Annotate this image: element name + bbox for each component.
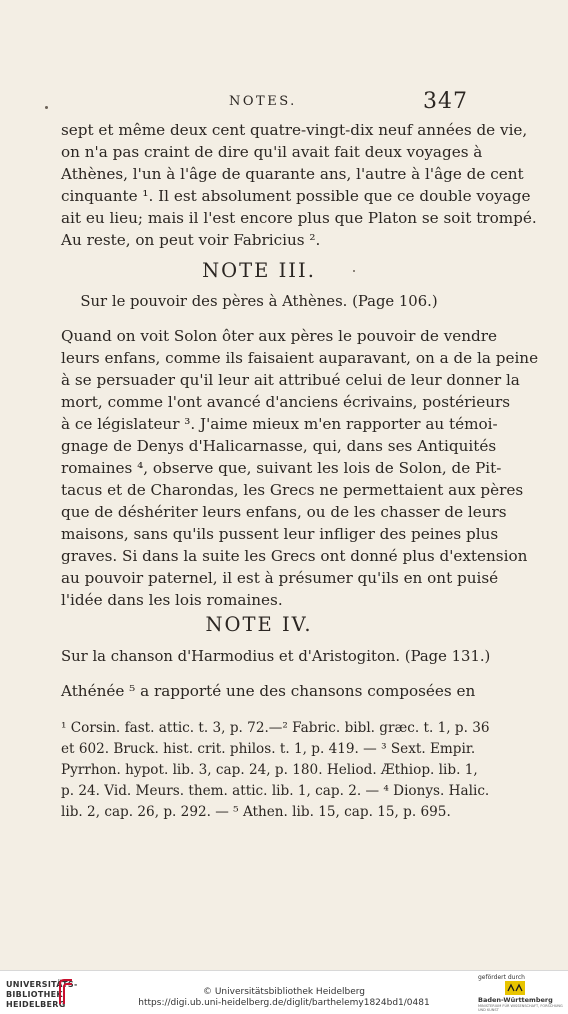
text-line: cinquante ¹. Il est absolument possible que ce double voyage: [61, 187, 531, 205]
text-line: à se persuader qu'il leur ait attribué celui de leur donner la: [61, 371, 520, 389]
baden-wuerttemberg-logo-icon: [505, 981, 525, 995]
text-line: mort, comme l'ont avancé d'anciens écrivains, postérieurs: [61, 393, 511, 411]
text-line: gnage de Denys d'Halicarnasse, qui, dans ses Antiquités: [61, 437, 497, 455]
copyright-notice: © Universitätsbibliothek Heidelberg: [202, 987, 365, 997]
text-line: l'idée dans les lois romaines.: [61, 591, 283, 609]
text-line: tacus et de Charondas, les Grecs ne permettaient aux pères: [61, 481, 524, 499]
text-line: ait eu lieu; mais il l'est encore plus que Platon se soit trompé.: [61, 209, 537, 227]
footnote-line: ¹ Corsin. fast. attic. t. 3, p. 72.—² Fabric. bibl. græc. t. 1, p. 36: [61, 720, 490, 736]
funder-name: Baden-Württemberg: [478, 996, 553, 1004]
text-line: Athènes, l'un à l'âge de quarante ans, l'autre à l'âge de cent: [61, 165, 524, 183]
page-number: 347: [423, 89, 468, 114]
library-name-line: BIBLIOTHEK: [6, 990, 63, 999]
text-line: Athénée ⁵ a rapporté une des chansons composées en: [61, 682, 476, 700]
text-line: sept et même deux cent quatre-vingt-dix neuf années de vie,: [61, 121, 528, 139]
text-line: maisons, sans qu'ils pussent leur infliger des peines plus: [61, 525, 499, 543]
page-mark-dot: [45, 106, 48, 109]
text-line: au pouvoir paternel, il est à présumer qu'ils en ont puisé: [61, 569, 499, 587]
text-line: que de déshériter leurs enfans, ou de les chasser de leurs: [61, 503, 507, 521]
note-subtitle: Sur le pouvoir des pères à Athènes. (Page 106.): [80, 293, 438, 310]
text-line: leurs enfans, comme ils faisaient auparavant, on a de la peine: [61, 349, 539, 367]
library-name-line: HEIDELBERG: [6, 1000, 66, 1009]
footnote-line: lib. 2, cap. 26, p. 292. — ⁵ Athen. lib. 15, cap. 15, p. 695.: [61, 804, 451, 820]
footnote-line: Pyrrhon. hypot. lib. 3, cap. 24, p. 180. Heliod. Æthiop. lib. 1,: [61, 762, 478, 778]
note-heading: NOTE III.: [202, 259, 316, 282]
running-header: NOTES.: [229, 94, 297, 109]
viewer-footer: [0, 970, 568, 1014]
text-line: à ce législateur ³. J'aime mieux m'en rapporter au témoi-: [61, 415, 498, 433]
note-subtitle: Sur la chanson d'Harmodius et d'Aristogiton. (Page 131.): [61, 648, 491, 665]
text-line: Au reste, on peut voir Fabricius ².: [61, 231, 321, 249]
note-heading: NOTE IV.: [205, 613, 313, 636]
library-name-line: UNIVERSITÄTS-: [6, 980, 78, 989]
footnote-line: et 602. Bruck. hist. crit. philos. t. 1, p. 419. — ³ Sext. Empir.: [61, 741, 476, 757]
funder-ministry: MINISTERIUM FÜR WISSENSCHAFT, FORSCHUNG UND KUNST: [478, 1004, 563, 1012]
text-line: graves. Si dans la suite les Grecs ont donné plus d'extension: [61, 547, 528, 565]
footnote-line: p. 24. Vid. Meurs. them. attic. lib. 1, cap. 2. — ⁴ Dionys. Halic.: [61, 783, 490, 799]
text-line: Quand on voit Solon ôter aux pères le pouvoir de vendre: [61, 327, 498, 345]
text-line: romaines ⁴, observe que, suivant les lois de Solon, de Pit-: [61, 459, 502, 477]
funded-by-label: gefördert durch: [478, 974, 525, 981]
text-line: on n'a pas craint de dire qu'il avait fait deux voyages à: [61, 143, 483, 161]
permalink[interactable]: https://digi.ub.uni-heidelberg.de/diglit/barthelemy1824bd1/0481: [138, 998, 430, 1008]
